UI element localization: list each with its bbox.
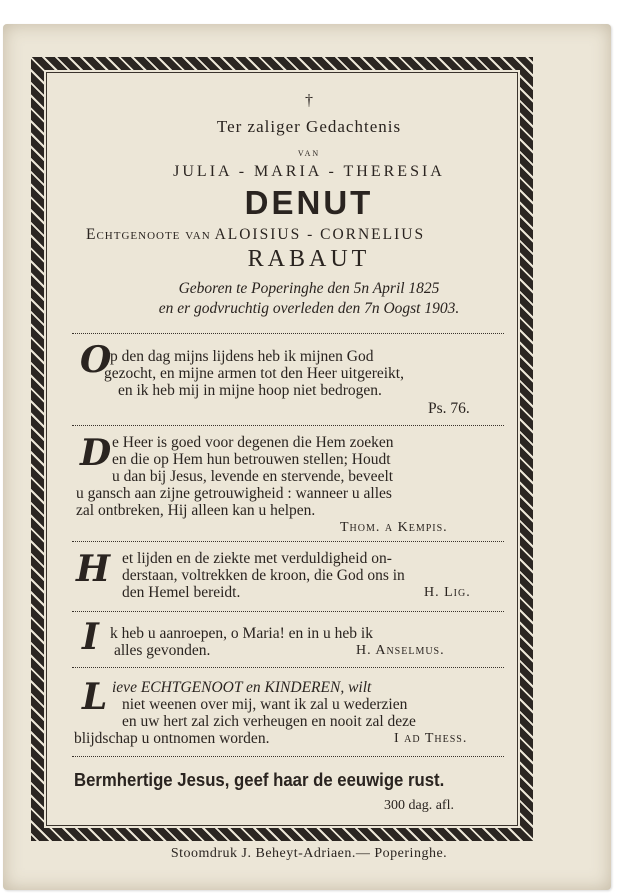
divider [72, 541, 504, 546]
divider [72, 667, 504, 672]
quote-line: u dan bij Jesus, levende en stervende, beveelt [112, 468, 394, 485]
divider [72, 333, 504, 338]
quote-line: p den dag mijns lijdens heb ik mijnen God [110, 348, 374, 365]
quote-line: e Heer is goed voor degenen die Hem zoeken [112, 434, 394, 451]
quote-line: k heb u aanroepen, o Maria! en in u heb ik [110, 625, 373, 642]
printer-credit: Stoomdruk J. Beheyt-Adriaen.— Poperinghe. [170, 846, 448, 861]
quote-line: ieve ECHTGENOOT en KINDEREN, wilt [112, 679, 372, 696]
spouse-first-names: ALOISIUS - CORNELIUS [214, 226, 426, 243]
quote-source: H. Lig. [424, 585, 471, 600]
quote-line: et lijden en de ziekte met verduldigheid on- [122, 550, 392, 567]
quote-line: zal ontbreken, Hij alleen kan u helpen. [76, 502, 316, 519]
quote-line: niet weenen over mij, want ik zal u wederzien [122, 696, 408, 713]
birth-line: Geboren te Poperinghe den 5n April 1825 [178, 280, 440, 297]
indulgence-note: 300 dag. afl. [384, 798, 454, 813]
deceased-first-names: JULIA - MARIA - THERESIA [173, 163, 445, 180]
quote-line: en uw hert zal zich verheugen en nooit zal deze [122, 713, 416, 730]
quote-line: blijdschap u ontnomen worden. [74, 730, 270, 747]
quote-line: derstaan, voltrekken de kroon, die God ons in [122, 567, 405, 584]
death-line: en er godvruchtig overleden den 7n Oogst 1903. [158, 300, 460, 317]
drop-cap-l: L [82, 676, 108, 718]
spouse-line [86, 226, 532, 244]
quote-source: H. Anselmus. [356, 643, 445, 658]
drop-cap-i: I [82, 616, 99, 658]
quote-line: alles gevonden. [114, 642, 211, 659]
drop-cap-h: H [76, 548, 111, 590]
van-label: van [297, 145, 321, 159]
divider [72, 756, 504, 761]
spouse-prefix: Echtgenoote van [86, 226, 211, 243]
spouse-surname: RABAUT [247, 246, 371, 272]
closing-prayer: Bermhertige Jesus, geef haar de eeuwige rust. [74, 770, 445, 790]
quote-source: Ps. 76. [428, 400, 470, 417]
quote-line: den Hemel bereidt. [122, 584, 241, 601]
in-memoriam-heading: Ter zaliger Gedachtenis [216, 117, 402, 136]
drop-cap-o: O [80, 339, 112, 381]
quote-line: u gansch aan zijne getrouwigheid : wanneer u alles [76, 485, 392, 502]
deceased-surname: DENUT [244, 184, 374, 221]
quote-source: I ad Thess. [394, 731, 468, 746]
quote-line: en die op Hem hun betrouwen stellen; Houdt [112, 451, 391, 468]
drop-cap-d: D [80, 432, 112, 474]
quote-source: Thom. a Kempis. [340, 520, 448, 535]
divider [72, 425, 504, 430]
divider [72, 611, 504, 616]
quote-line: gezocht, en mijne armen tot den Heer uitgereikt, [104, 365, 404, 382]
quote-line: en ik heb mij in mijne hoop niet bedrogen. [118, 382, 382, 399]
cross-symbol: † [305, 92, 313, 109]
